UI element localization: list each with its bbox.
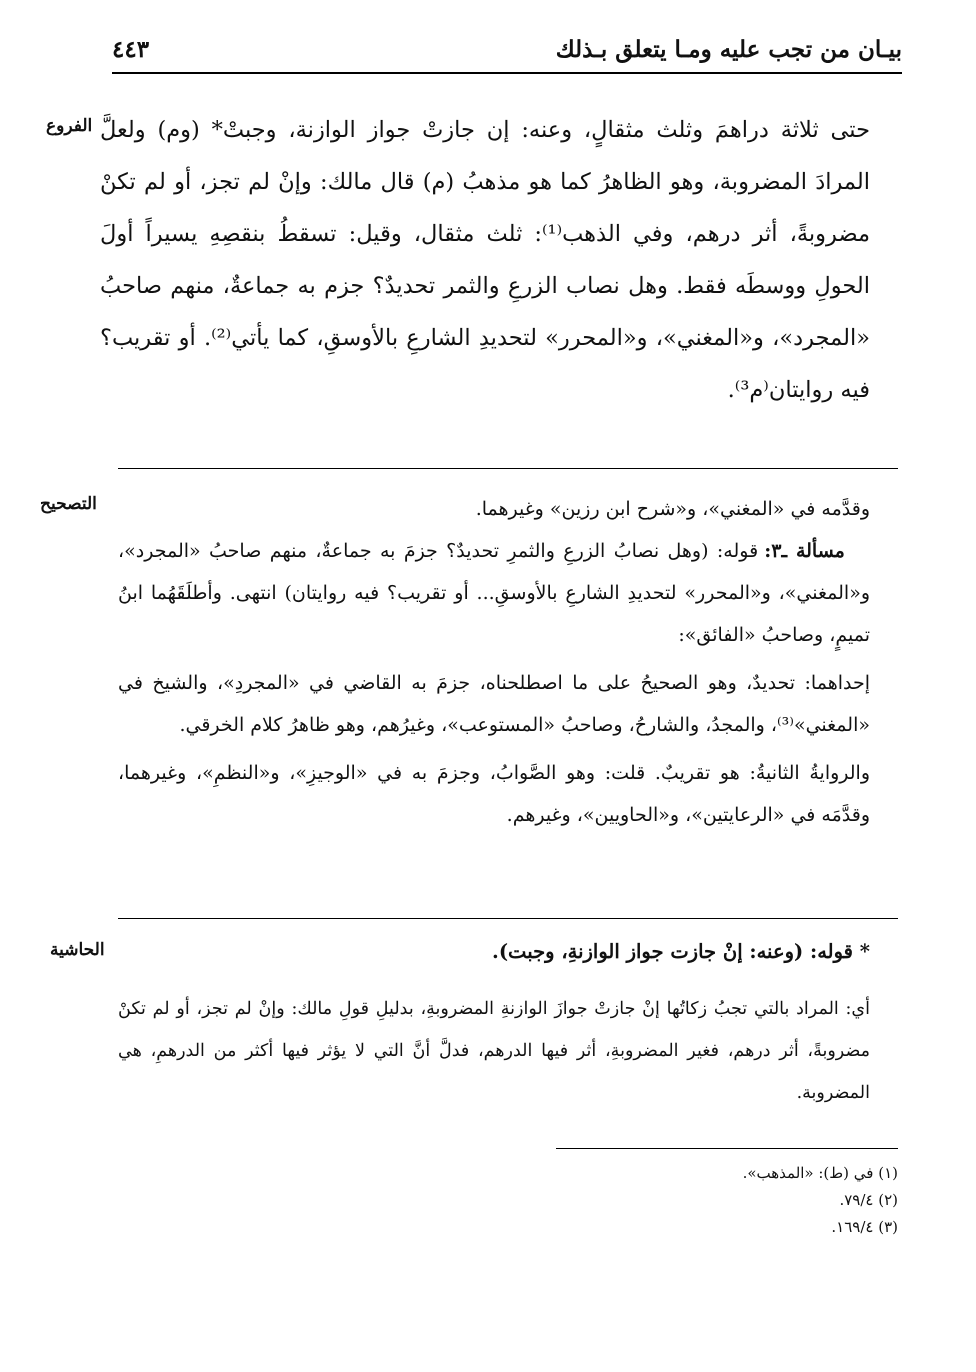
footnote-2: (٢) ٧٩/٤. xyxy=(839,1191,898,1209)
footnote-1: (١) في (ط): «المذهب». xyxy=(742,1164,898,1182)
tashih-paragraph-2 xyxy=(118,530,870,656)
masala-label: مسألة ـ٣: xyxy=(764,540,845,562)
footnote-rule xyxy=(556,1148,898,1149)
header-rule xyxy=(112,72,902,74)
running-title: بيـان من تجب عليه ومـا يتعلق بـذلك xyxy=(555,36,902,63)
hashiya-text: أي: المراد بالتي تجبُ زكاتُها إنْ جازتْ جوازَ الوازنةِ المضروبةِ، بدليلِ قولِ مالك: وإنْ لم تجز، أو لم تكنْ مضروبةً، أثر درهم، فغير المضروبةِ، أثر فيها الدرهم، فدلَّ أنَّ التي لا يؤثر فيها أكثر من الدرهمِ، هي المضروبة. xyxy=(118,999,870,1103)
footnote-3: (٣) ١٦٩/٤. xyxy=(831,1218,898,1236)
page-number: ٤٤٣ xyxy=(112,36,150,63)
masala-text: قوله: (وهل نصابُ الزرعِ والثمرِ تحديدٌ؟ جزمَ به جماعةٌ، منهم صاحبُ «المجرد»، و«المغني»، و«المحرر» لتحديدِ الشارعِ بالأوسقِ... أو تقريب؟ فيه روايتان) انتهى. وأطلَقَهُما ابنُ تميمٍ، وصاحبُ «الفائق»: xyxy=(118,540,870,646)
tashih-paragraph-3: إحداهما: تحديدٌ، وهو الصحيحُ على ما اصطلحناه، جزمَ به القاضي في «المجردِ»، والشيخ في «المغني»⁽³⁾، والمجدُ، والشارحُ، وصاحبُ «المستوعب»، وغيرُهم، وهو ظاهرُ كلام الخرقي. xyxy=(118,672,870,736)
label-furu: الفروع xyxy=(46,116,93,136)
label-tashih: التصحيح xyxy=(40,494,97,514)
footnotes xyxy=(560,1160,898,1241)
tashih-paragraph-4: والروايةُ الثانيةُ: هو تقريبٌ. قلت: وهو الصَّوابُ، وجزمَ به في «الوجيزِ»، و«النظمِ»، وغيرهما، وقدَّمَه في «الرعايتين»، و«الحاويين»، وغيرهم. xyxy=(118,762,870,826)
tashih-text xyxy=(118,488,870,836)
furu-text xyxy=(100,104,870,416)
label-hashiya: الحاشية xyxy=(50,940,105,960)
page-header xyxy=(112,30,902,74)
furu-paragraph: حتى ثلاثة دراهمَ وثلث مثقالٍ، وعنه: إن جازتْ جواز الوازنة، وجبتْ* (وم) ولعلَّ المرادَ المضروبة، وهو الظاهرُ كما هو مذهبُ (م) قال مالك: وإنْ لم تجز، أو لم تكنْ مضروبةً، أثر درهم، وفي الذهب⁽¹⁾: ثلث مثقال، وقيل: تسقطُ بنقصِهِ يسيراً أولَ الحولِ ووسطَه فقط. وهل نصاب الزرعِ والثمر تحديدٌ؟ جزم به جماعةٌ، منهم صاحبُ «المجرد»، و«المغني»، و«المحرر» لتحديدِ الشارعِ بالأوسقِ، كما يأتي⁽²⁾. أو تقريب؟ فيه روايتان⁽م³⁾. xyxy=(100,117,871,403)
section-rule-1 xyxy=(118,468,898,469)
hashiya-heading: * قوله: (وعنه: إنْ جازت جواز الوازنةِ، وجبت). xyxy=(492,940,870,963)
section-rule-2 xyxy=(118,918,898,919)
tashih-paragraph-1: وقدَّمه في «المغني»، و«شرح ابن رزين» وغيرهما. xyxy=(475,498,870,520)
